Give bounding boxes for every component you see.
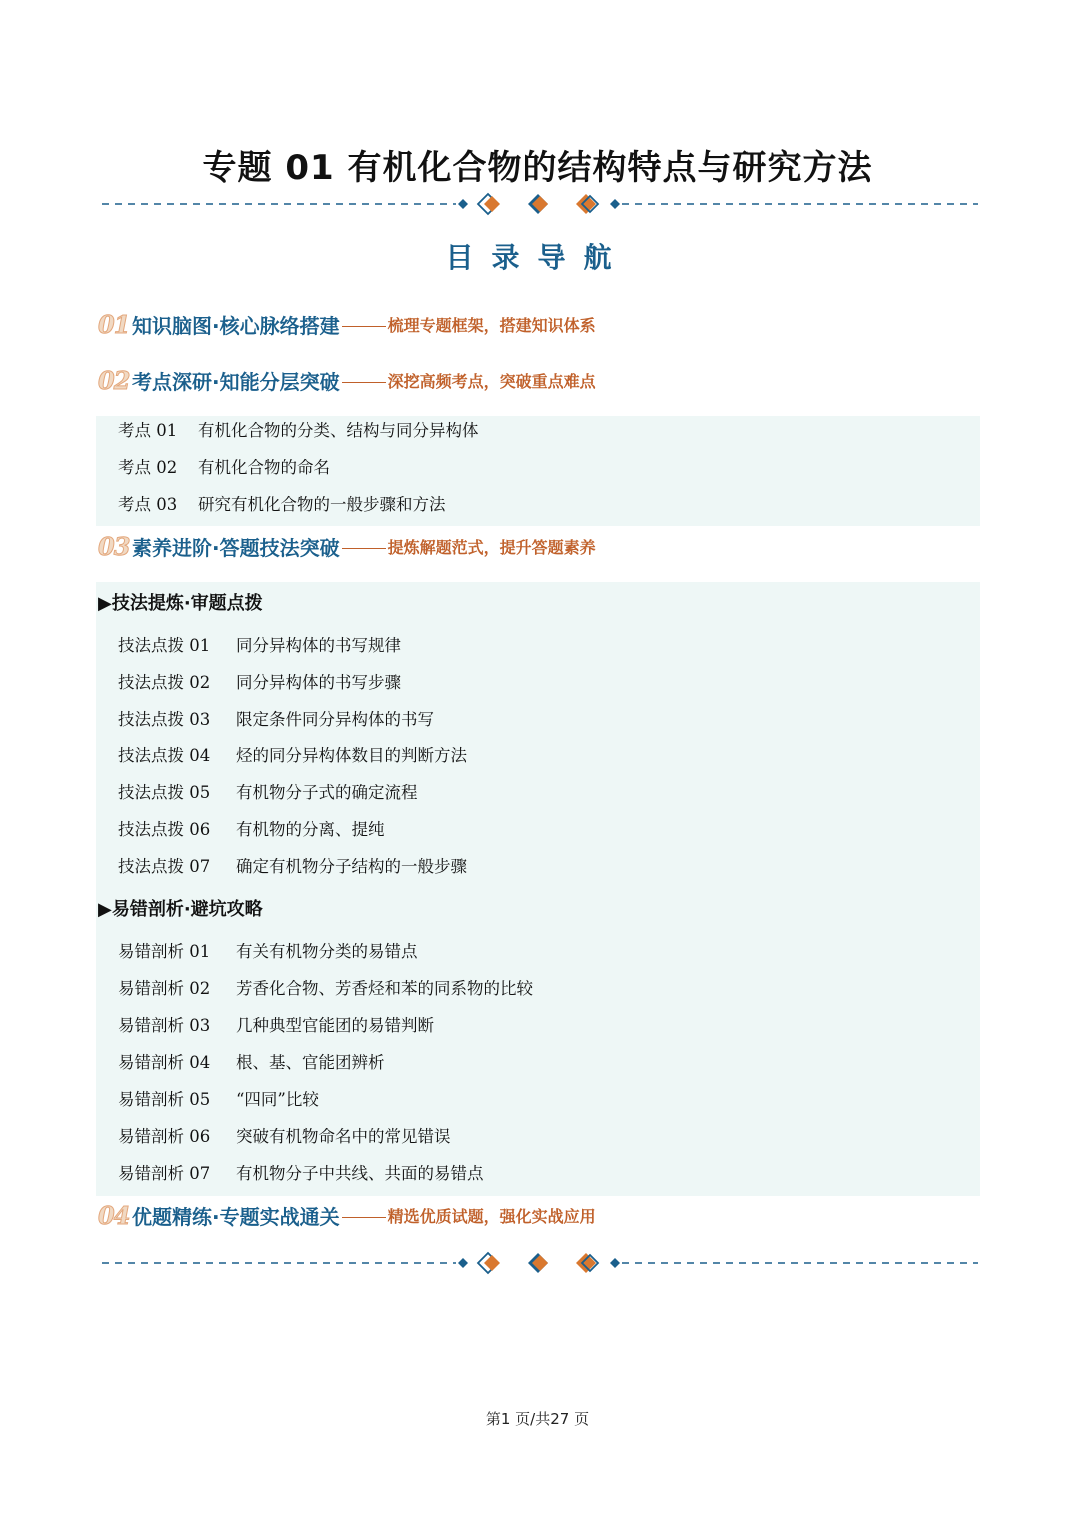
section-number: 02 bbox=[98, 365, 130, 395]
jifa-item[interactable] bbox=[118, 742, 467, 766]
item-label: 易错剖析 05 bbox=[118, 1090, 211, 1109]
item-label: 技法点拨 03 bbox=[118, 710, 211, 729]
yicuo-item[interactable] bbox=[118, 1012, 434, 1036]
section-subtitle: 精选优质试题，强化实战应用 bbox=[387, 1206, 596, 1226]
item-text: 根、基、官能团辨析 bbox=[236, 1053, 385, 1072]
item-label: 易错剖析 04 bbox=[118, 1053, 211, 1072]
item-text: 有机化合物的分类、结构与同分异构体 bbox=[198, 421, 479, 440]
jifa-item[interactable] bbox=[118, 706, 434, 730]
item-text: 有关有机物分类的易错点 bbox=[236, 942, 418, 961]
item-text: 有机物的分离、提纯 bbox=[236, 820, 385, 839]
item-label: 易错剖析 03 bbox=[118, 1016, 211, 1035]
item-text: 有机物分子中共线、共面的易错点 bbox=[236, 1164, 484, 1183]
item-text: 有机物分子式的确定流程 bbox=[236, 783, 418, 802]
item-label: 技法点拨 01 bbox=[118, 636, 211, 655]
section-title: 知识脑图·核心脉络搭建 bbox=[132, 313, 340, 338]
item-text: 有机化合物的命名 bbox=[198, 458, 330, 477]
yicuo-item[interactable] bbox=[118, 1160, 484, 1184]
jifa-item[interactable] bbox=[118, 853, 467, 877]
item-label: 易错剖析 02 bbox=[118, 979, 211, 998]
item-text: 同分异构体的书写规律 bbox=[236, 636, 401, 655]
item-text: 突破有机物命名中的常见错误 bbox=[236, 1127, 451, 1146]
section-title: 素养进阶·答题技法突破 bbox=[132, 535, 340, 560]
section-subtitle: 梳理专题框架，搭建知识体系 bbox=[387, 315, 596, 335]
jifa-item[interactable] bbox=[118, 816, 385, 840]
jifa-item[interactable] bbox=[118, 669, 401, 693]
yicuo-item[interactable] bbox=[118, 938, 418, 962]
section-04-header[interactable] bbox=[98, 1200, 596, 1230]
item-label: 技法点拨 02 bbox=[118, 673, 211, 692]
decorative-divider-bottom bbox=[100, 1251, 980, 1275]
jifa-item[interactable] bbox=[118, 779, 418, 803]
item-text: 限定条件同分异构体的书写 bbox=[236, 710, 434, 729]
item-text: 烃的同分异构体数目的判断方法 bbox=[236, 746, 467, 765]
section-02-header[interactable] bbox=[98, 365, 596, 395]
jifa-item[interactable] bbox=[118, 632, 401, 656]
yicuo-heading: ▶易错剖析·避坑攻略 bbox=[98, 899, 263, 920]
section-subtitle: 提炼解题范式，提升答题素养 bbox=[387, 537, 596, 557]
item-text: 芳香化合物、芳香烃和苯的同系物的比较 bbox=[236, 979, 533, 998]
item-text: 研究有机化合物的一般步骤和方法 bbox=[198, 495, 446, 514]
section-subtitle: 深挖高频考点，突破重点难点 bbox=[387, 371, 596, 391]
yicuo-item[interactable] bbox=[118, 975, 533, 999]
section-03-header[interactable] bbox=[98, 531, 596, 561]
section-dash bbox=[342, 326, 386, 327]
item-label: 考点 03 bbox=[118, 495, 178, 514]
section-dash bbox=[342, 548, 386, 549]
section-dash bbox=[342, 382, 386, 383]
item-text: 几种典型官能团的易错判断 bbox=[236, 1016, 434, 1035]
section-01-header[interactable] bbox=[98, 309, 596, 339]
item-text: 同分异构体的书写步骤 bbox=[236, 673, 401, 692]
item-text: “四同”比较 bbox=[236, 1090, 319, 1109]
item-label: 易错剖析 01 bbox=[118, 942, 211, 961]
section-title: 优题精练·专题实战通关 bbox=[132, 1204, 340, 1229]
section-title: 考点深研·知能分层突破 bbox=[132, 369, 340, 394]
kaodian-item[interactable] bbox=[118, 417, 479, 441]
nav-title: 目录导航 bbox=[445, 241, 630, 274]
item-label: 易错剖析 07 bbox=[118, 1164, 211, 1183]
section-number: 01 bbox=[98, 309, 130, 339]
yicuo-item[interactable] bbox=[118, 1123, 451, 1147]
yicuo-item[interactable] bbox=[118, 1049, 385, 1073]
item-label: 技法点拨 07 bbox=[118, 857, 211, 876]
item-text: 确定有机物分子结构的一般步骤 bbox=[236, 857, 467, 876]
item-label: 易错剖析 06 bbox=[118, 1127, 211, 1146]
item-label: 技法点拨 04 bbox=[118, 746, 211, 765]
page-title: 专题 01 有机化合物的结构特点与研究方法 bbox=[202, 148, 873, 188]
item-label: 技法点拨 06 bbox=[118, 820, 211, 839]
section-number: 04 bbox=[98, 1200, 130, 1230]
jifa-heading: ▶技法提炼·审题点拨 bbox=[98, 593, 263, 614]
yicuo-item[interactable] bbox=[118, 1086, 319, 1110]
decorative-divider-top bbox=[100, 192, 980, 216]
item-label: 技法点拨 05 bbox=[118, 783, 211, 802]
section-dash bbox=[342, 1217, 386, 1218]
kaodian-item[interactable] bbox=[118, 491, 446, 515]
item-label: 考点 02 bbox=[118, 458, 178, 477]
page-footer: 第1 页/共27 页 bbox=[485, 1410, 590, 1428]
kaodian-item[interactable] bbox=[118, 454, 330, 478]
item-label: 考点 01 bbox=[118, 421, 178, 440]
section-number: 03 bbox=[98, 531, 130, 561]
